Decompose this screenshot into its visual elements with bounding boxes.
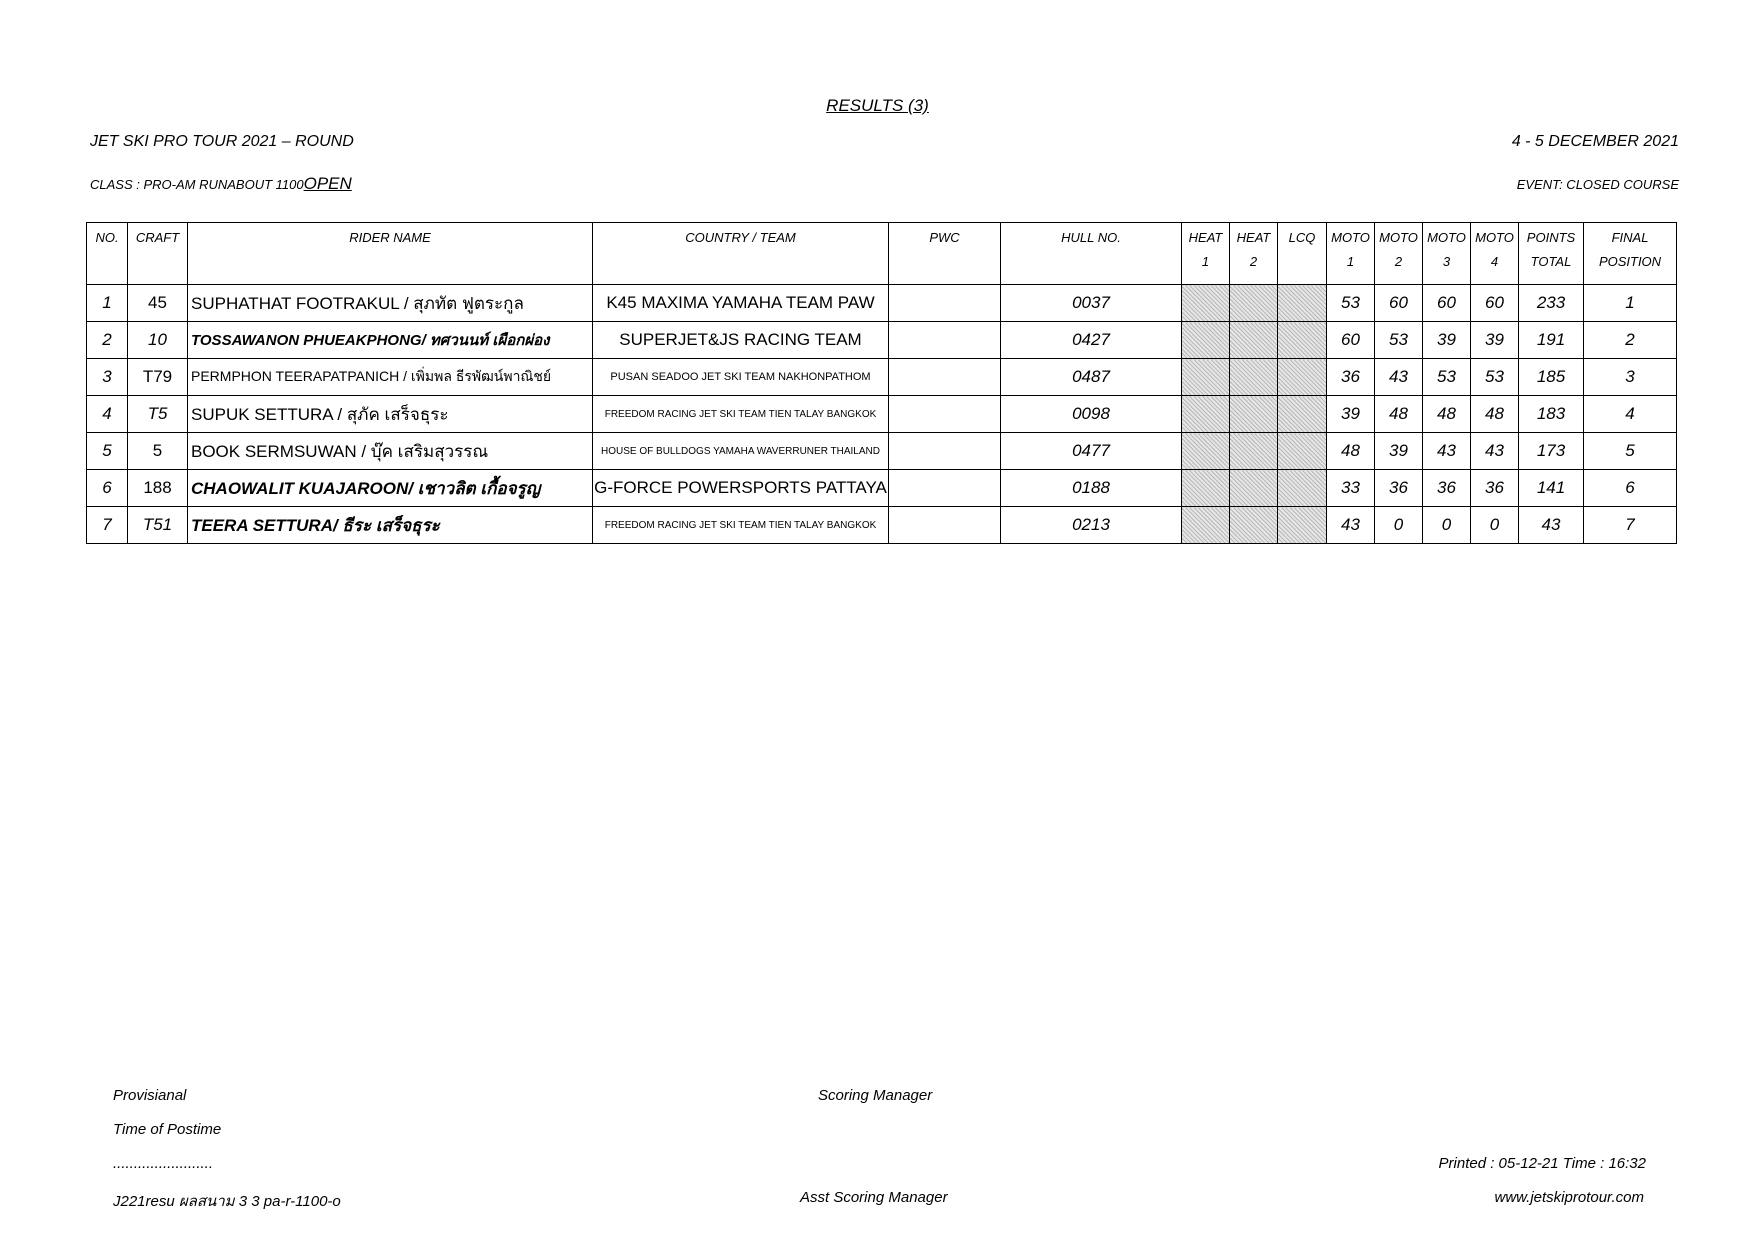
table-header-row	[87, 223, 1677, 285]
printed-timestamp: Printed : 05-12-21 Time : 16:32	[1438, 1155, 1646, 1172]
cell-pwc	[889, 396, 1001, 433]
cell-hull: 0213	[1001, 507, 1182, 544]
cell-hull: 0037	[1001, 285, 1182, 322]
cell-moto-2: 43	[1375, 359, 1423, 396]
cell-heat-1	[1182, 322, 1230, 359]
col-lcq: LCQ	[1278, 223, 1327, 285]
class-open: OPEN	[303, 174, 352, 193]
table-row	[87, 359, 1677, 396]
col-heat-2: HEAT 2	[1230, 223, 1278, 285]
cell-final-position: 7	[1584, 507, 1677, 544]
cell-lcq	[1278, 285, 1327, 322]
cell-no: 7	[87, 507, 128, 544]
asst-scoring-manager-label: Asst Scoring Manager	[800, 1189, 948, 1206]
cell-lcq	[1278, 470, 1327, 507]
cell-final-position: 1	[1584, 285, 1677, 322]
col-no: NO.	[87, 223, 128, 285]
cell-pwc	[889, 285, 1001, 322]
cell-points-total: 43	[1519, 507, 1584, 544]
cell-heat-1	[1182, 285, 1230, 322]
cell-moto-3: 60	[1423, 285, 1471, 322]
cell-craft: 188	[128, 470, 188, 507]
cell-rider: TEERA SETTURA/ ธีระ เสร็จธุระ	[188, 507, 593, 544]
cell-moto-2: 53	[1375, 322, 1423, 359]
cell-team: PUSAN SEADOO JET SKI TEAM NAKHONPATHOM	[593, 359, 889, 396]
cell-moto-4: 48	[1471, 396, 1519, 433]
cell-moto-3: 43	[1423, 433, 1471, 470]
cell-points-total: 141	[1519, 470, 1584, 507]
table-row	[87, 470, 1677, 507]
cell-moto-2: 39	[1375, 433, 1423, 470]
table-row	[87, 285, 1677, 322]
cell-heat-1	[1182, 507, 1230, 544]
cell-moto-4: 36	[1471, 470, 1519, 507]
cell-no: 4	[87, 396, 128, 433]
cell-moto-2: 60	[1375, 285, 1423, 322]
cell-moto-3: 48	[1423, 396, 1471, 433]
cell-no: 1	[87, 285, 128, 322]
table-row	[87, 433, 1677, 470]
cell-craft: T79	[128, 359, 188, 396]
cell-moto-2: 48	[1375, 396, 1423, 433]
cell-final-position: 6	[1584, 470, 1677, 507]
cell-points-total: 185	[1519, 359, 1584, 396]
cell-moto-4: 60	[1471, 285, 1519, 322]
cell-rider: SUPHATHAT FOOTRAKUL / สุภทัต ฟูตระกูล	[188, 285, 593, 322]
cell-heat-2	[1230, 396, 1278, 433]
postime-dots: ........................	[113, 1155, 214, 1172]
class-prefix: CLASS : PRO-AM RUNABOUT 1100	[90, 177, 304, 192]
cell-moto-4: 0	[1471, 507, 1519, 544]
cell-hull: 0188	[1001, 470, 1182, 507]
cell-pwc	[889, 507, 1001, 544]
cell-moto-3: 53	[1423, 359, 1471, 396]
cell-rider: TOSSAWANON PHUEAKPHONG/ ทศวนนท์ เผือกผ่อง	[188, 322, 593, 359]
col-craft: CRAFT	[128, 223, 188, 285]
cell-heat-1	[1182, 396, 1230, 433]
cell-rider: CHAOWALIT KUAJAROON/ เชาวลิต เกื้อจรูญ	[188, 470, 593, 507]
page-title: RESULTS (3)	[826, 96, 929, 115]
cell-hull: 0098	[1001, 396, 1182, 433]
cell-final-position: 4	[1584, 396, 1677, 433]
cell-heat-2	[1230, 359, 1278, 396]
cell-moto-4: 53	[1471, 359, 1519, 396]
cell-pwc	[889, 322, 1001, 359]
col-rider-name: RIDER NAME	[188, 223, 593, 285]
event-dates: 4 - 5 DECEMBER 2021	[1511, 133, 1679, 150]
cell-craft: 5	[128, 433, 188, 470]
cell-no: 2	[87, 322, 128, 359]
time-of-postime-label: Time of Postime	[113, 1121, 222, 1138]
cell-heat-2	[1230, 470, 1278, 507]
cell-moto-3: 36	[1423, 470, 1471, 507]
table-row	[87, 322, 1677, 359]
cell-points-total: 183	[1519, 396, 1584, 433]
col-moto-3: MOTO 3	[1423, 223, 1471, 285]
cell-hull: 0487	[1001, 359, 1182, 396]
cell-moto-1: 60	[1327, 322, 1375, 359]
cell-moto-3: 0	[1423, 507, 1471, 544]
cell-rider: SUPUK SETTURA / สุภัค เสร็จธุระ	[188, 396, 593, 433]
cell-team: HOUSE OF BULLDOGS YAMAHA WAVERRUNER THAILAND	[593, 433, 889, 470]
col-hull-no: HULL NO.	[1001, 223, 1182, 285]
cell-lcq	[1278, 322, 1327, 359]
cell-lcq	[1278, 359, 1327, 396]
cell-moto-2: 36	[1375, 470, 1423, 507]
col-final-position: FINAL POSITION	[1584, 223, 1677, 285]
website-link[interactable]: www.jetskiprotour.com	[1494, 1189, 1644, 1206]
cell-moto-4: 43	[1471, 433, 1519, 470]
cell-heat-2	[1230, 507, 1278, 544]
cell-points-total: 191	[1519, 322, 1584, 359]
cell-pwc	[889, 359, 1001, 396]
provisional-label: Provisianal	[113, 1087, 187, 1104]
cell-team: FREEDOM RACING JET SKI TEAM TIEN TALAY BANGKOK	[593, 396, 889, 433]
table-row	[87, 507, 1677, 544]
col-country-team: COUNTRY / TEAM	[593, 223, 889, 285]
cell-pwc	[889, 433, 1001, 470]
cell-team: FREEDOM RACING JET SKI TEAM TIEN TALAY BANGKOK	[593, 507, 889, 544]
file-code: J221resu ผลสนาม 3 3 pa-r-1100-o	[113, 1193, 341, 1210]
cell-craft: 45	[128, 285, 188, 322]
scoring-manager-label: Scoring Manager	[818, 1087, 933, 1104]
cell-final-position: 5	[1584, 433, 1677, 470]
cell-rider: PERMPHON TEERAPATPANICH / เพิ่มพล ธีรพัฒน์พาณิชย์	[188, 359, 593, 396]
cell-points-total: 173	[1519, 433, 1584, 470]
cell-heat-1	[1182, 359, 1230, 396]
cell-team: SUPERJET&JS RACING TEAM	[593, 322, 889, 359]
cell-lcq	[1278, 507, 1327, 544]
cell-final-position: 2	[1584, 322, 1677, 359]
cell-moto-1: 39	[1327, 396, 1375, 433]
cell-moto-1: 53	[1327, 285, 1375, 322]
cell-moto-2: 0	[1375, 507, 1423, 544]
col-moto-1: MOTO 1	[1327, 223, 1375, 285]
cell-craft: T51	[128, 507, 188, 544]
cell-no: 3	[87, 359, 128, 396]
cell-heat-2	[1230, 285, 1278, 322]
cell-heat-1	[1182, 470, 1230, 507]
event-name: JET SKI PRO TOUR 2021 – ROUND	[90, 133, 354, 150]
cell-no: 5	[87, 433, 128, 470]
cell-craft: T5	[128, 396, 188, 433]
cell-moto-1: 36	[1327, 359, 1375, 396]
class-label	[90, 174, 352, 194]
cell-hull: 0477	[1001, 433, 1182, 470]
cell-heat-1	[1182, 433, 1230, 470]
cell-lcq	[1278, 396, 1327, 433]
col-moto-4: MOTO 4	[1471, 223, 1519, 285]
col-moto-2: MOTO 2	[1375, 223, 1423, 285]
cell-moto-4: 39	[1471, 322, 1519, 359]
col-heat-1: HEAT 1	[1182, 223, 1230, 285]
cell-pwc	[889, 470, 1001, 507]
cell-moto-1: 48	[1327, 433, 1375, 470]
cell-rider: BOOK SERMSUWAN / บุ๊ค เสริมสุวรรณ	[188, 433, 593, 470]
results-table	[86, 222, 1677, 544]
cell-moto-1: 43	[1327, 507, 1375, 544]
cell-craft: 10	[128, 322, 188, 359]
cell-team: G-FORCE POWERSPORTS PATTAYA	[593, 470, 889, 507]
cell-no: 6	[87, 470, 128, 507]
col-pwc: PWC	[889, 223, 1001, 285]
table-row	[87, 396, 1677, 433]
cell-lcq	[1278, 433, 1327, 470]
cell-moto-3: 39	[1423, 322, 1471, 359]
cell-heat-2	[1230, 433, 1278, 470]
cell-hull: 0427	[1001, 322, 1182, 359]
cell-moto-1: 33	[1327, 470, 1375, 507]
cell-heat-2	[1230, 322, 1278, 359]
event-type: EVENT: CLOSED COURSE	[1516, 177, 1679, 192]
cell-points-total: 233	[1519, 285, 1584, 322]
col-points-total: POINTS TOTAL	[1519, 223, 1584, 285]
cell-final-position: 3	[1584, 359, 1677, 396]
cell-team: K45 MAXIMA YAMAHA TEAM PAW	[593, 285, 889, 322]
